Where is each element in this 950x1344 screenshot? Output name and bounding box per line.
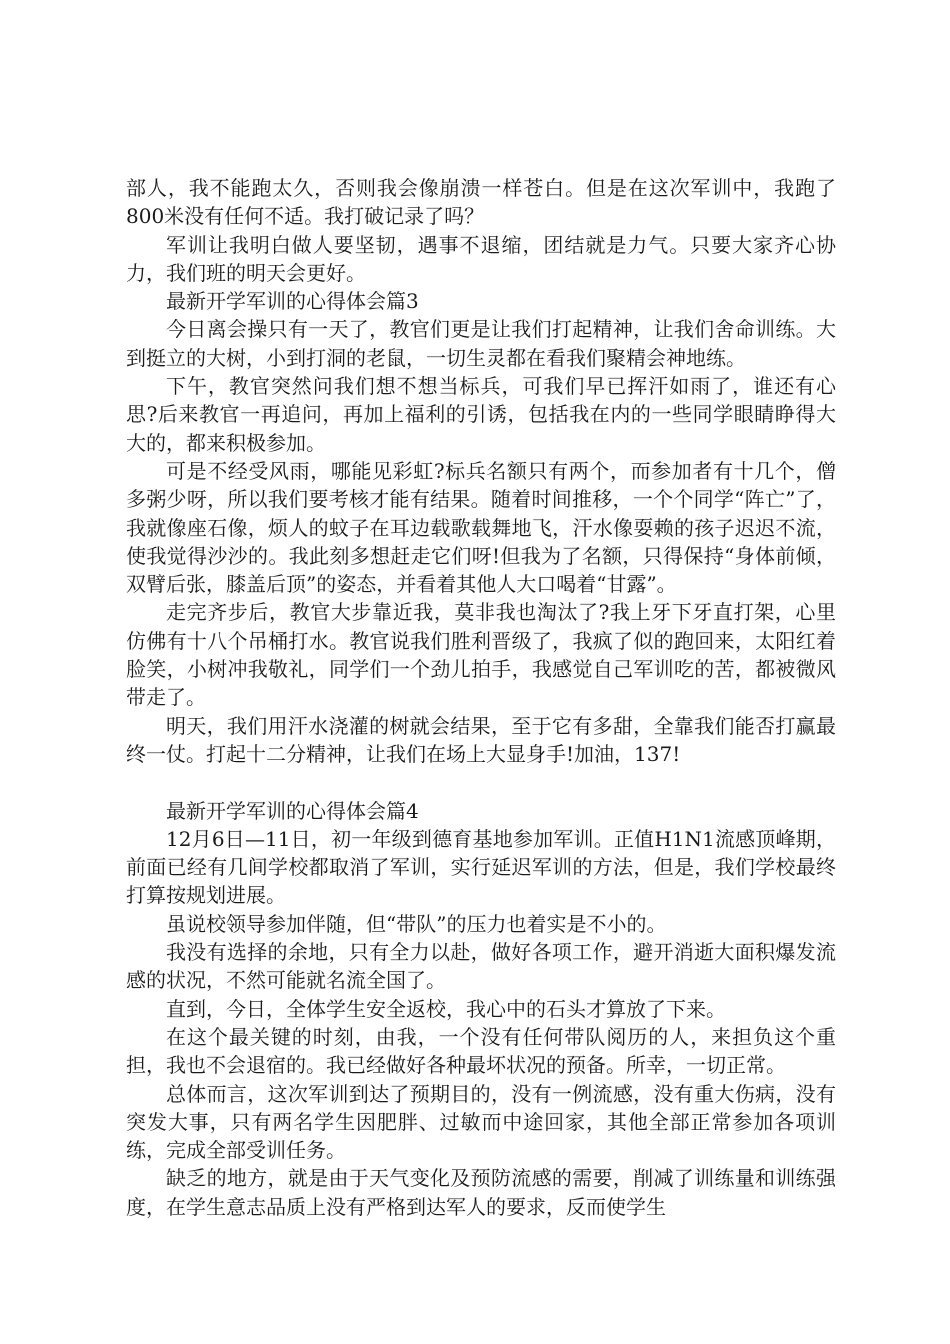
body-paragraph: 走完齐步后，教官大步靠近我，莫非我也淘汰了?我上牙下牙直打架，心里仿佛有十八个吊桶打水。教官说我们胜利晋级了，我疯了似的跑回来，太阳红着脸笑，小树冲我敬礼，同学们一个劲儿拍手，我感觉自己军训吃的苦，都被微风带走了。 [126, 600, 836, 710]
body-paragraph: 12月6日—11日，初一年级到德育基地参加军训。正值H1N1流感顶峰期，前面已经有几间学校都取消了军训，实行延迟军训的方法，但是，我们学校最终打算按规划进展。 [126, 826, 836, 908]
body-paragraph: 缺乏的地方，就是由于天气变化及预防流感的需要，削减了训练量和训练强度，在学生意志品质上没有严格到达军人的要求，反而使学生 [126, 1166, 836, 1219]
document-body [126, 174, 836, 1221]
body-paragraph: 今日离会操只有一天了，教官们更是让我们打起精神，让我们舍命训练。大到挺立的大树，小到打洞的老鼠，一切生灵都在看我们聚精会神地练。 [126, 317, 836, 370]
continued-paragraph: 部人，我不能跑太久，否则我会像崩溃一样苍白。但是在这次军训中，我跑了800米没有任何不适。我打破记录了吗？ [126, 176, 836, 229]
section-heading: 最新开学军训的心得体会篇3 [166, 289, 419, 314]
body-paragraph: 军训让我明白做人要坚韧，遇事不退缩，团结就是力气。只要大家齐心协力，我们班的明天会更好。 [126, 232, 836, 285]
body-paragraph: 虽说校领导参加伴随，但“带队”的压力也着实是不小的。 [166, 911, 667, 936]
section-heading: 最新开学军训的心得体会篇4 [166, 798, 419, 823]
body-paragraph: 总体而言，这次军训到达了预期目的，没有一例流感，没有重大伤病，没有突发大事，只有两名学生因肥胖、过敏而中途回家，其他全部正常参加各项训练，完成全部受训任务。 [126, 1081, 836, 1163]
body-paragraph: 我没有选择的余地，只有全力以赴，做好各项工作，避开消逝大面积爆发流感的状况，不然可能就名流全国了。 [126, 940, 836, 993]
body-paragraph: 在这个最关键的时刻，由我，一个没有任何带队阅历的人，来担负这个重担，我也不会退宿的。我已经做好各种最坏状况的预备。所幸，一切正常。 [126, 1024, 836, 1078]
blank-line [126, 768, 836, 796]
body-paragraph: 直到，今日，全体学生安全返校，我心中的石头才算放了下来。 [166, 996, 726, 1021]
body-paragraph: 下午，教官突然问我们想不想当标兵，可我们早已挥汗如雨了，谁还有心思?后来教官一再追问，再加上福利的引诱，包括我在内的一些同学眼睛睁得大大的，都来积极参加。 [126, 374, 836, 455]
body-paragraph: 可是不经受风雨，哪能见彩虹?标兵名额只有两个，而参加者有十几个，僧多粥少呀，所以我们要考核才能有结果。随着时间推移，一个个同学“阵亡”了，我就像座石像，烦人的蚊子在耳边载歌载舞地飞，汗水像耍赖的孩子迟迟不流，使我觉得沙沙的。我此刻多想赶走它们呀!但我为了名额，只得保持“身体前倾，双臂后张，膝盖后顶”的姿态，并看着其他人大口喝着“甘露”。 [126, 458, 836, 597]
body-paragraph: 明天，我们用汗水浇灌的树就会结果，至于它有多甜，全靠我们能否打赢最终一仗。打起十二分精神，让我们在场上大显身手!加油，137! [126, 713, 836, 766]
